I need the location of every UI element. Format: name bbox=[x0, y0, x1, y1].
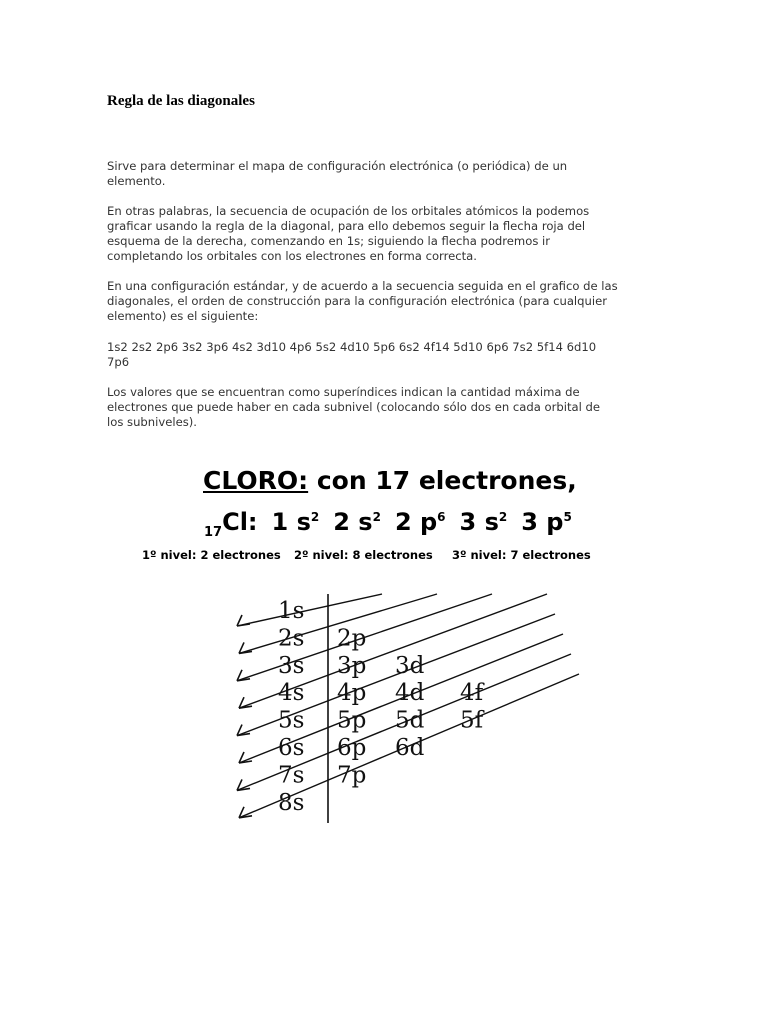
config-exponent: 2 bbox=[372, 510, 381, 524]
config-term: 2 s bbox=[333, 508, 373, 536]
orbital-label-6s: 6s bbox=[278, 735, 305, 761]
diagonal-arrow-1 bbox=[237, 594, 382, 626]
arrow-head-4 bbox=[239, 697, 252, 708]
orbital-label-1s: 1s bbox=[278, 598, 305, 624]
arrow-head-3 bbox=[237, 670, 250, 681]
page-title: Regla de las diagonales bbox=[107, 93, 255, 109]
arrow-head-6 bbox=[239, 752, 252, 763]
atomic-number: 17 bbox=[204, 524, 223, 540]
orbital-label-8s: 8s bbox=[278, 789, 305, 816]
orbital-label-7s: 7s bbox=[278, 762, 305, 789]
orbital-label-5f: 5f bbox=[460, 707, 484, 734]
orbital-label-3d: 3d bbox=[395, 652, 425, 679]
orbital-label-3p: 3p bbox=[337, 652, 367, 679]
config-term: 3 s bbox=[459, 508, 499, 536]
arrow-head-2 bbox=[239, 642, 252, 653]
arrow-head-7 bbox=[237, 779, 250, 790]
paragraph-superscripts: Los valores que se encuentran como superíndices indican la cantidad máxima de electrones que puede haber en cada subnivel (colocando sólo dos en cada orbital de los subniveles). bbox=[107, 385, 601, 429]
orbital-label-2p: 2p bbox=[337, 625, 367, 652]
orbital-label-7p: 7p bbox=[337, 762, 367, 789]
config-term: 2 p bbox=[394, 508, 438, 536]
paragraph-filling-order: 1s2 2s2 2p6 3s2 3p6 4s2 3d10 4p6 5s2 4d10 5p6 6s2 4f14 5d10 6p6 7s2 5f14 6d10 7p6 bbox=[107, 340, 597, 369]
config-term: 1 s bbox=[271, 508, 311, 536]
orbital-label-4f: 4f bbox=[460, 680, 484, 707]
paragraph-intro: Sirve para determinar el mapa de configuración electrónica (o periódica) de un elemento. bbox=[107, 159, 568, 188]
orbital-label-6d: 6d bbox=[395, 735, 425, 761]
level-3-label: 3º nivel: 7 electrones bbox=[452, 548, 591, 562]
paragraph-standard-configuration: En una configuración estándar, y de acuerdo a la secuencia seguida en el grafico de las diagonales, el orden de construcción para la configuración electrónica (para cualquier elemento) es el siguiente: bbox=[107, 279, 618, 323]
diagonal-rule-diagram bbox=[120, 466, 640, 856]
config-term: 3 p bbox=[521, 508, 564, 536]
orbital-label-5d: 5d bbox=[395, 707, 425, 734]
config-exponent: 6 bbox=[437, 510, 446, 524]
orbital-label-4d: 4d bbox=[395, 680, 425, 707]
figure-title-rest: con 17 electrones, bbox=[308, 466, 577, 495]
config-exponent: 2 bbox=[310, 510, 320, 524]
figure-title-element: CLORO: bbox=[203, 466, 309, 495]
level-2-label: 2º nivel: 8 electrones bbox=[294, 548, 433, 562]
orbital-label-5s: 5s bbox=[278, 707, 305, 734]
paragraph-diagonal-rule: En otras palabras, la secuencia de ocupación de los orbitales atómicos la podemos graficar usando la regla de la diagonal, para ello debemos seguir la flecha roja del esquema de la derecha, comenzando en 1s; siguiendo la flecha podremos ir completando los orbitales con los electrones en forma correcta. bbox=[107, 204, 590, 263]
arrow-head-5 bbox=[237, 725, 250, 736]
orbital-label-3s: 3s bbox=[278, 652, 305, 679]
level-1-label: 1º nivel: 2 electrones bbox=[142, 548, 281, 562]
arrow-head-8 bbox=[239, 807, 252, 818]
orbital-label-4s: 4s bbox=[278, 680, 305, 707]
element-symbol: Cl: bbox=[222, 508, 258, 536]
config-exponent: 2 bbox=[498, 510, 508, 524]
arrow-head-1 bbox=[237, 615, 250, 626]
orbital-label-4p: 4p bbox=[337, 680, 367, 707]
config-exponent: 5 bbox=[563, 510, 572, 524]
chlorine-figure bbox=[120, 466, 640, 856]
orbital-label-2s: 2s bbox=[278, 625, 305, 652]
orbital-label-6p: 6p bbox=[337, 735, 367, 761]
orbital-label-5p: 5p bbox=[337, 707, 367, 734]
